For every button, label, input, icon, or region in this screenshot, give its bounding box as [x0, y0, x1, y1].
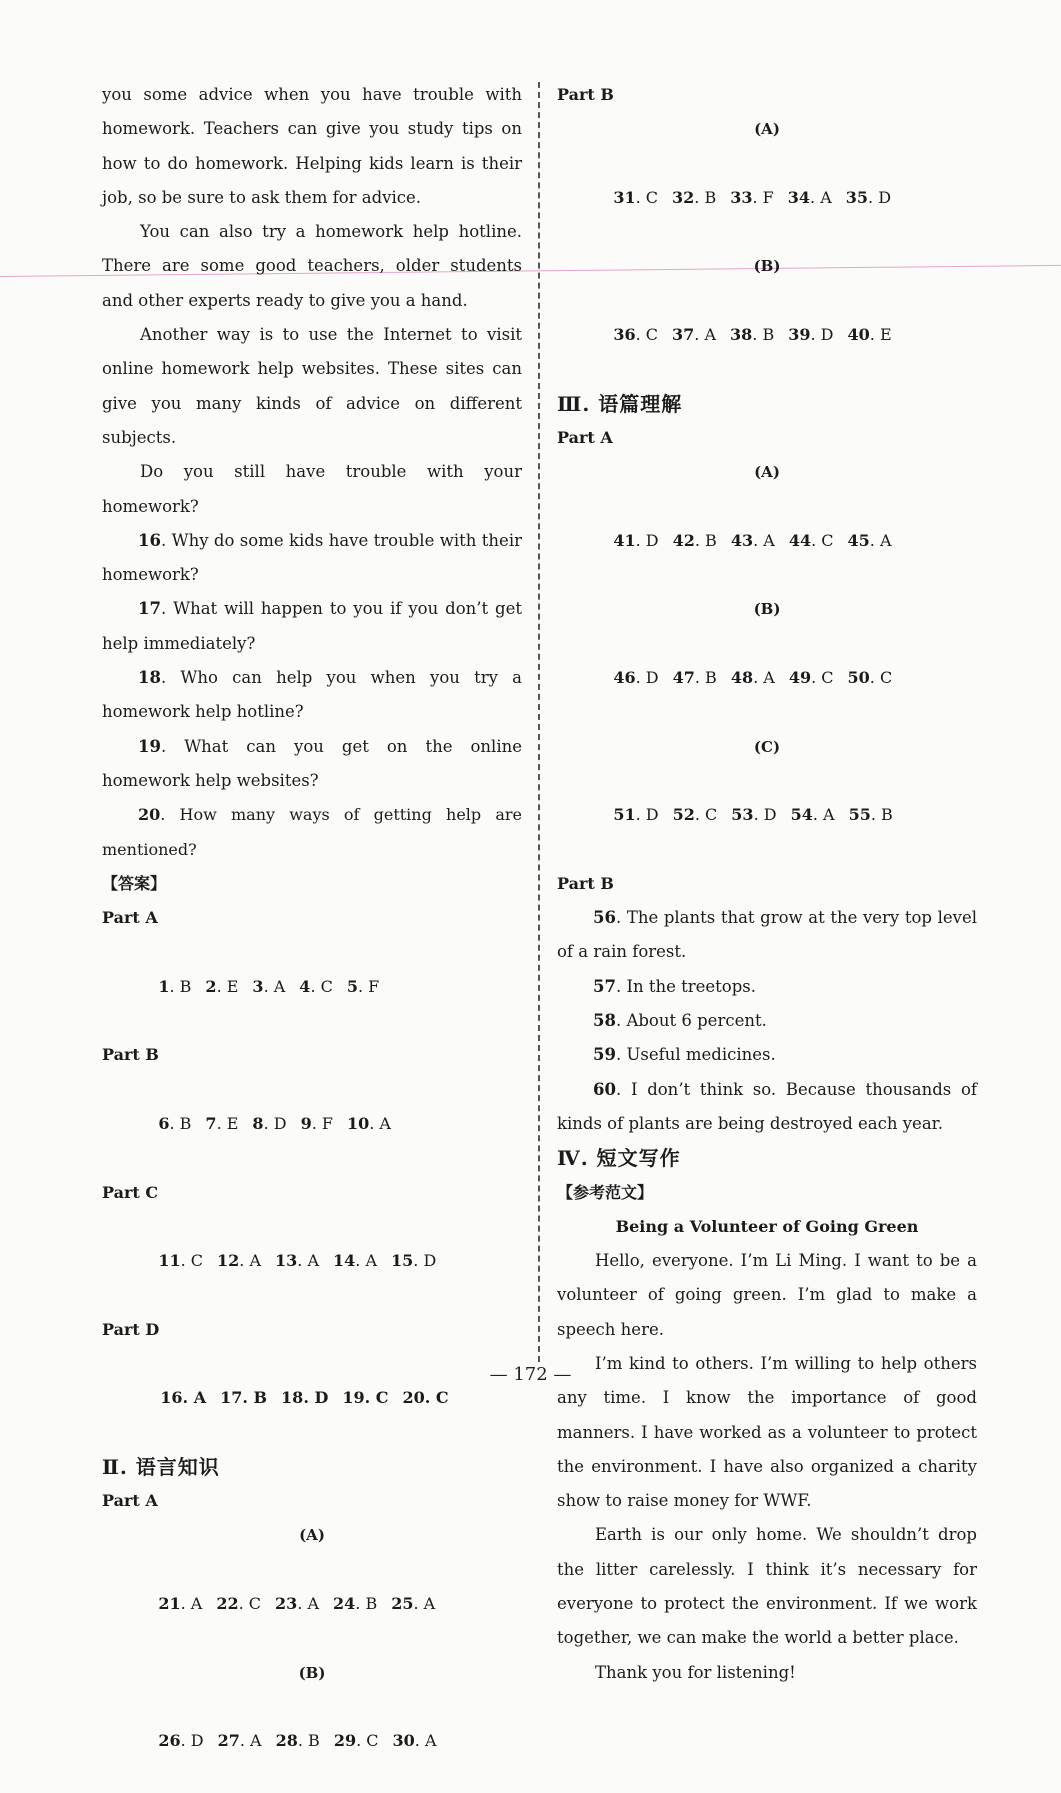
section-heading: Ⅲ. 语篇理解	[557, 391, 683, 416]
answer-58: 58. About 6 percent.	[593, 1011, 767, 1031]
answer-row: 46. D 47. B 48. A 49. C 50. C	[613, 668, 893, 688]
section-heading: Ⅱ. 语言知识	[102, 1454, 220, 1479]
answer-row: 51. D 52. C 53. D 54. A 55. B	[613, 805, 893, 825]
answer-row: 1. B 2. E 3. A 4. C 5. F	[158, 976, 380, 996]
answer-60: 60. I don’t think so. Because thousands of kinds of plants are being destroyed each year.	[557, 1079, 977, 1133]
answer-56: 56. The plants that grow at the very top level of a rain forest.	[557, 908, 977, 962]
essay-paragraph: Earth is our only home. We shouldn’t drop the litter carelessly. I think it’s necessary for everyone to protect the environment. If we work together, we can make the world a better place.	[557, 1525, 977, 1648]
group-label: (B)	[753, 600, 781, 619]
passage-paragraph: Do you still have trouble with your homework?	[102, 462, 522, 516]
answer-row: 26. D 27. A 28. B 29. C 30. A	[158, 1731, 437, 1751]
part-label: Part D	[102, 1319, 160, 1339]
essay-title: Being a Volunteer of Going Green	[615, 1216, 919, 1236]
essay-paragraph: I’m kind to others. I’m willing to help others any time. I know the importance of good manners. I have worked as a volunteer to protect the environment. I have also organized a charity show to raise money for WWF.	[557, 1353, 977, 1511]
answer-row: 16. A 17. B 18. D 19. C 20. C	[160, 1388, 449, 1408]
answer-57: 57. In the treetops.	[593, 976, 757, 996]
section-heading: Ⅳ. 短文写作	[557, 1146, 681, 1171]
part-label: Part C	[102, 1182, 159, 1202]
part-label: Part A	[102, 908, 158, 928]
passage-paragraph: Another way is to use the Internet to visit online homework help websites. These sites can give you many kinds of advice on different subjects.	[102, 325, 522, 447]
answer-row: 6. B 7. E 8. D 9. F 10. A	[158, 1113, 391, 1133]
column-divider	[538, 82, 540, 1362]
group-label: (A)	[754, 120, 780, 139]
group-label: (A)	[299, 1526, 325, 1545]
part-label: Part B	[102, 1045, 159, 1065]
part-label: Part B	[557, 85, 614, 104]
group-label: (B)	[753, 257, 781, 276]
answer-row: 36. C 37. A 38. B 39. D 40. E	[613, 325, 892, 345]
sample-essay-tag: 【参考范文】	[557, 1182, 654, 1202]
part-label: Part A	[102, 1491, 158, 1511]
question-19: 19. What can you get on the online homework help websites?	[102, 736, 522, 790]
answer-row: 31. C 32. B 33. F 34. A 35. D	[613, 187, 892, 207]
answer-row: 21. A 22. C 23. A 24. B 25. A	[158, 1594, 436, 1614]
essay-paragraph: Thank you for listening!	[595, 1662, 796, 1682]
answer-row: 41. D 42. B 43. A 44. C 45. A	[613, 530, 892, 550]
right-column	[557, 78, 977, 1690]
group-label: (B)	[298, 1663, 326, 1682]
question-17: 17. What will happen to you if you don’t get help immediately?	[102, 599, 522, 653]
essay-paragraph: Hello, everyone. I’m Li Ming. I want to be a volunteer of going green. I’m glad to make a speech here.	[557, 1251, 977, 1339]
part-label: Part B	[557, 873, 614, 893]
group-label: (A)	[754, 463, 780, 482]
part-label: Part A	[557, 427, 613, 447]
question-18: 18. Who can help you when you try a homework help hotline?	[102, 668, 522, 722]
left-column	[102, 78, 522, 1793]
answer-59: 59. Useful medicines.	[593, 1045, 776, 1065]
page-number: — 172 —	[489, 1364, 572, 1385]
group-label: (C)	[753, 737, 781, 756]
question-16: 16. Why do some kids have trouble with their homework?	[102, 530, 522, 585]
answer-tag: 【答案】	[102, 873, 167, 893]
answer-row: 11. C 12. A 13. A 14. A 15. D	[158, 1251, 437, 1271]
passage-paragraph: you some advice when you have trouble with homework. Teachers can give you study tips on how to do homework. Helping kids learn is their job, so be sure to ask them for advice.	[102, 85, 522, 207]
question-20: 20. How many ways of getting help are mentioned?	[102, 805, 522, 859]
passage-paragraph: You can also try a homework help hotline. There are some good teachers, older students and other experts ready to give you a hand.	[102, 222, 522, 310]
